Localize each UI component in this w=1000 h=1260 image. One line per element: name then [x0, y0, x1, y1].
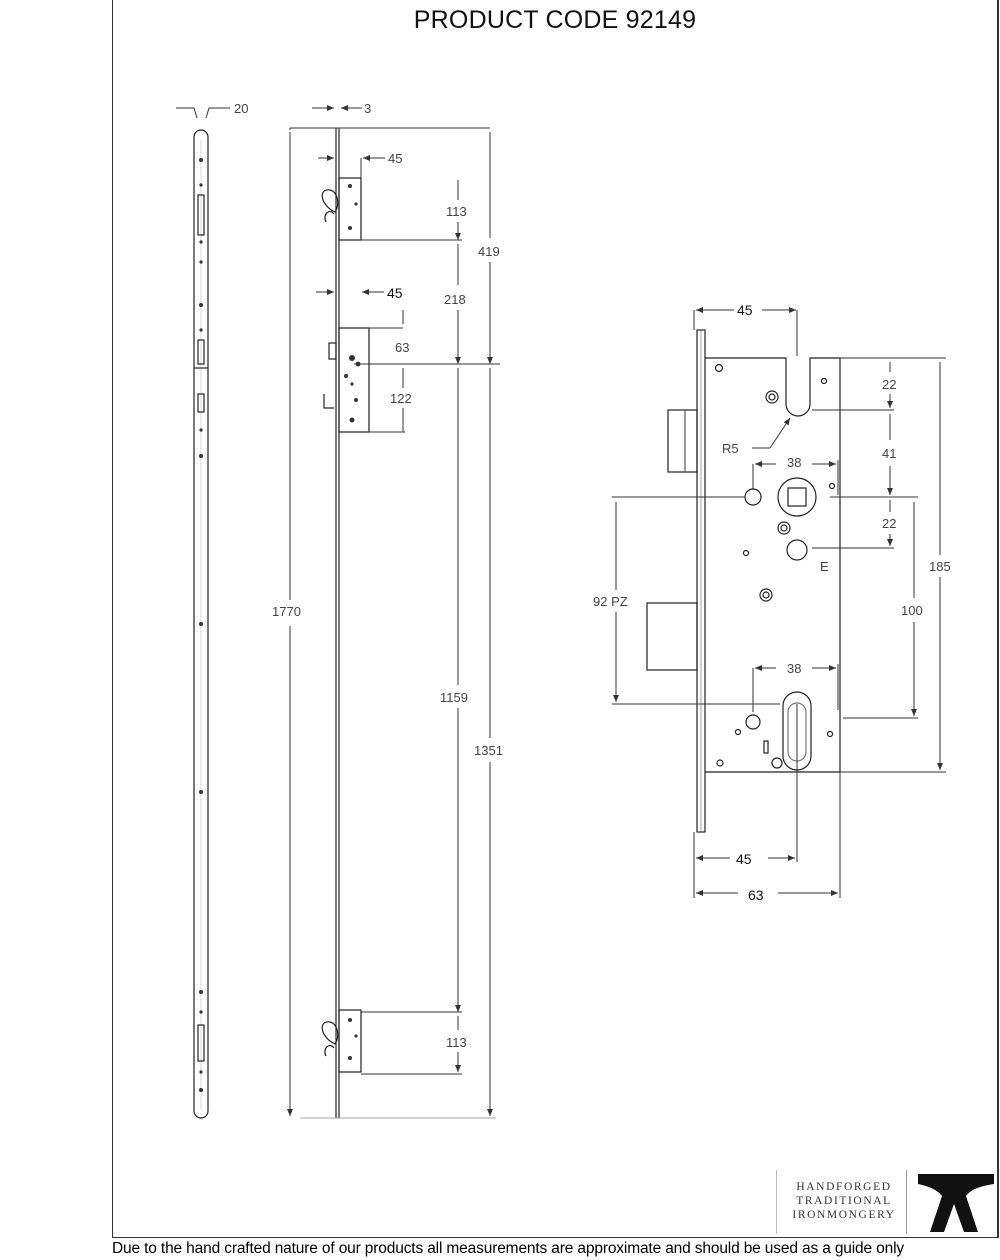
side-view-details [344, 184, 360, 1060]
detail-dim-63-bottom: 63 [748, 887, 764, 903]
anvil-logo-icon [916, 1170, 994, 1236]
dim-backset: 63 [395, 340, 410, 355]
brand-block [776, 1168, 998, 1238]
dim-hook-width-lines [318, 158, 385, 178]
dim-hook-bottom-height: 113 [446, 1035, 467, 1050]
detail-dim-22b: 22 [882, 516, 897, 531]
brand-divider [906, 1170, 907, 1234]
dim-overall-lines [290, 128, 496, 1118]
dim-faceplate-thickness: 3 [364, 101, 372, 116]
latch-bolt [329, 343, 336, 359]
lock-case-detail [647, 330, 840, 832]
dim-hook-top-width: 45 [388, 151, 403, 166]
detail-lower-bolt [647, 603, 697, 670]
detail-dim-92pz: 92 PZ [593, 594, 628, 609]
detail-dim-radius: R5 [722, 441, 739, 456]
detail-dim-38-top: 38 [787, 455, 802, 470]
gearbox-case [339, 328, 369, 432]
brand-line-1: HANDFORGED [796, 1181, 892, 1193]
page-title: PRODUCT CODE 92149 [413, 6, 697, 34]
detail-dim-100: 100 [901, 603, 923, 618]
disclaimer-footer: Due to the hand crafted nature of our products all measurements are approximate and should be used as a guide only [112, 1240, 904, 1257]
detail-dim-38-bottom: 38 [787, 661, 802, 676]
strip-width-dim [176, 108, 230, 118]
bottom-hook [322, 1022, 338, 1044]
detail-dim-41: 41 [882, 446, 897, 461]
dim-1351: 1351 [474, 743, 503, 758]
dim-gearbox-offset: 218 [444, 292, 466, 307]
detail-dim-22a: 22 [882, 377, 897, 392]
detail-label-e: E [820, 559, 829, 574]
side-view [322, 128, 369, 1118]
brand-divider-left [776, 1170, 777, 1234]
dim-overall-length: 1770 [272, 604, 301, 619]
brand-line-3: IRONMONGERY [792, 1209, 896, 1221]
dim-backset-lines [354, 364, 500, 432]
detail-latch-bolt [668, 410, 697, 472]
detail-dim-case-width-top: 45 [737, 302, 753, 318]
detail-follower [778, 478, 816, 516]
detail-dim-185: 185 [929, 559, 951, 574]
dim-strip-width: 20 [234, 101, 249, 116]
dim-hook-span: 1159 [440, 690, 468, 705]
detail-dim-45-bottom: 45 [736, 851, 752, 867]
dim-hook-top-height: 113 [446, 204, 467, 219]
detail-holes [716, 365, 835, 769]
detail-dim-lines [612, 310, 946, 898]
brand-text [784, 1180, 904, 1222]
top-hook [322, 190, 338, 212]
dim-to-gearbox: 419 [478, 244, 500, 259]
dim-spindle-to-cylinder: 122 [390, 391, 412, 406]
brand-line-2: TRADITIONAL [796, 1195, 892, 1207]
detail-spindle-square [788, 488, 806, 506]
dim-gearbox-width: 45 [387, 285, 403, 301]
